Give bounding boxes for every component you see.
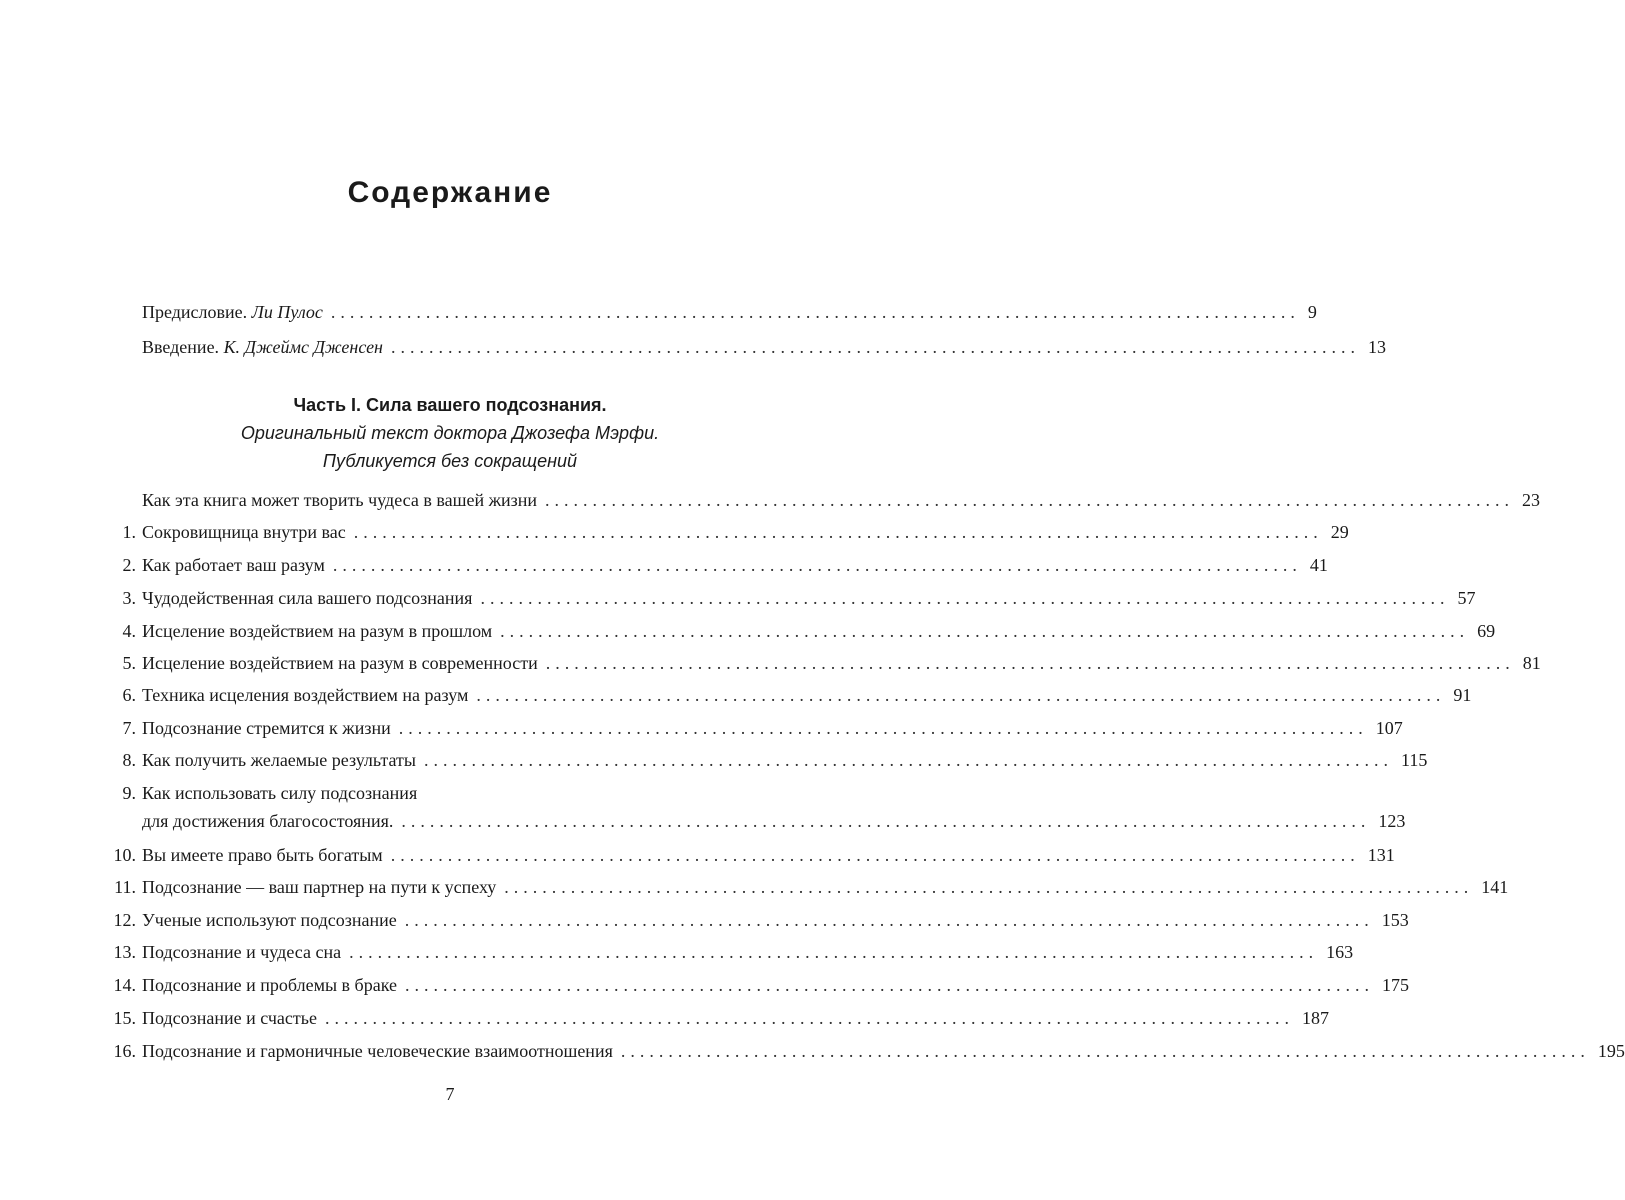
toc-number: 15. — [113, 1008, 136, 1028]
toc-number: 16. — [113, 1041, 136, 1061]
toc-label: Предисловие. Ли Пулос — [142, 302, 323, 322]
toc-number: 5. — [122, 653, 136, 673]
toc-entry-chapter-14[interactable] — [100, 971, 1409, 999]
toc-page-number: 13 — [1368, 337, 1386, 357]
toc-label: Введение. К. Джеймс Дженсен — [142, 337, 383, 357]
toc-leader: ...................................................................................................... — [390, 845, 1360, 865]
toc-number: 6. — [122, 685, 136, 705]
toc-number: 3. — [122, 588, 136, 608]
toc-leader: ...................................................................................................... — [324, 1008, 1294, 1028]
toc-label: Чудодейственная сила вашего подсознания — [142, 588, 473, 608]
toc-number: 10. — [113, 845, 136, 865]
toc-page-number: 91 — [1453, 685, 1472, 705]
toc-page-number: 141 — [1481, 877, 1509, 897]
toc-label: Подсознание и счастье — [142, 1008, 317, 1028]
toc-leader: ...................................................................................................... — [401, 811, 1371, 831]
toc-entry-chapter-16[interactable] — [100, 1037, 1625, 1065]
toc-page-number: 23 — [1522, 490, 1541, 510]
toc-label: Подсознание — ваш партнер на пути к успеху — [142, 877, 497, 897]
toc-entry-chapter-6[interactable] — [100, 681, 1472, 709]
toc-entry-introduction[interactable] — [100, 333, 1386, 361]
toc-label: Сокровищница внутри вас — [142, 522, 346, 542]
toc-leader: ...................................................................................................... — [545, 653, 1515, 673]
toc-leader: ...................................................................................................... — [404, 975, 1374, 995]
toc-number: 11. — [114, 877, 136, 897]
toc-leader: ...................................................................................................... — [349, 942, 1319, 962]
toc-number: 2. — [122, 555, 136, 575]
toc-label: Исцеление воздействием на разум в прошлом — [142, 621, 493, 641]
toc-label: Подсознание стремится к жизни — [142, 718, 391, 738]
toc-leader: ...................................................................................................... — [353, 522, 1323, 542]
toc-entry-chapter-1[interactable] — [100, 518, 1349, 546]
toc-page-number: 107 — [1375, 718, 1403, 738]
toc-page-number: 123 — [1378, 811, 1406, 831]
toc-entry-chapter-12[interactable] — [100, 906, 1409, 934]
toc-entry-intro[interactable] — [100, 486, 1541, 514]
toc-label: Техника исцеления воздействием на разум — [142, 685, 469, 705]
part-heading: Часть I. Сила вашего подсознания. — [293, 395, 607, 415]
toc-entry-chapter-11[interactable] — [100, 873, 1509, 901]
toc-entry-chapter-3[interactable] — [100, 584, 1476, 612]
toc-entry-chapter-7[interactable] — [100, 714, 1403, 742]
toc-label: для достижения благосостояния. — [142, 811, 394, 831]
toc-leader: ...................................................................................................... — [424, 750, 1393, 770]
toc-entry-chapter-15[interactable] — [100, 1004, 1329, 1032]
toc-label: Как эта книга может творить чудеса в вашей жизни — [142, 490, 538, 510]
part-subtitle-line1: Оригинальный текст доктора Джозефа Мэрфи. — [240, 423, 660, 443]
page-title: Содержание — [347, 176, 553, 209]
toc-number: 14. — [113, 975, 136, 995]
toc-page-number: 57 — [1457, 588, 1476, 608]
toc-page-number: 163 — [1326, 942, 1354, 962]
toc-number: 12. — [113, 910, 136, 930]
toc-label: Подсознание и чудеса сна — [142, 942, 342, 962]
toc-page-number: 81 — [1522, 653, 1541, 673]
toc-page-number: 69 — [1477, 621, 1496, 641]
toc-entry-chapter-13[interactable] — [100, 938, 1354, 966]
toc-entry-chapter-5[interactable] — [100, 649, 1541, 677]
toc-entry-preface[interactable] — [100, 298, 1317, 326]
toc-page-number: 115 — [1401, 750, 1428, 770]
toc-leader: ...................................................................................................... — [391, 337, 1360, 357]
toc-leader: ...................................................................................................... — [545, 490, 1515, 510]
toc-label: Вы имеете право быть богатым — [142, 845, 383, 865]
toc-leader: ...................................................................................................... — [330, 302, 1300, 322]
toc-number: 7. — [122, 718, 136, 738]
toc-page-number: 187 — [1301, 1008, 1329, 1028]
toc-page-number: 195 — [1597, 1041, 1625, 1061]
toc-label: Как работает ваш разум — [142, 555, 325, 575]
toc-label: Как получить желаемые результаты — [142, 750, 416, 770]
toc-leader: ...................................................................................................... — [398, 718, 1368, 738]
toc-page-number: 29 — [1330, 522, 1349, 542]
toc-page-number: 9 — [1307, 302, 1317, 322]
part-subtitle-line2: Публикуется без сокращений — [322, 451, 578, 471]
toc-label: Как использовать силу подсознания — [142, 783, 418, 803]
toc-leader: ...................................................................................................... — [404, 910, 1374, 930]
toc-leader: ...................................................................................................... — [476, 685, 1446, 705]
toc-label: Подсознание и проблемы в браке — [142, 975, 397, 995]
toc-label: Ученые используют подсознание — [142, 910, 397, 930]
toc-page-number: 175 — [1381, 975, 1409, 995]
toc-number: 13. — [113, 942, 136, 962]
toc-page-number: 153 — [1381, 910, 1409, 930]
toc-entry-chapter-9-line1[interactable] — [100, 779, 755, 807]
toc-label: Подсознание и гармоничные человеческие взаимоотношения — [142, 1041, 613, 1061]
toc-leader: ...................................................................................................... — [480, 588, 1450, 608]
toc-entry-chapter-8[interactable] — [100, 746, 1428, 774]
toc-entry-chapter-4[interactable] — [100, 617, 1496, 645]
toc-leader: ...................................................................................................... — [504, 877, 1474, 897]
page-folio: 7 — [445, 1084, 455, 1104]
toc-page-number: 131 — [1367, 845, 1395, 865]
toc-number: 4. — [122, 621, 136, 641]
toc-leader: ...................................................................................................... — [332, 555, 1302, 575]
toc-number: 8. — [122, 750, 136, 770]
toc-number: 9. — [122, 783, 136, 803]
toc-label: Исцеление воздействием на разум в современности — [142, 653, 538, 673]
toc-leader: ...................................................................................................... — [500, 621, 1470, 641]
toc-leader: ...................................................................................................... — [620, 1041, 1590, 1061]
toc-entry-chapter-10[interactable] — [100, 841, 1395, 869]
toc-entry-chapter-9-line2[interactable] — [100, 807, 1406, 835]
toc-number: 1. — [122, 522, 136, 542]
toc-page-number: 41 — [1309, 555, 1328, 575]
toc-entry-chapter-2[interactable] — [100, 551, 1328, 579]
